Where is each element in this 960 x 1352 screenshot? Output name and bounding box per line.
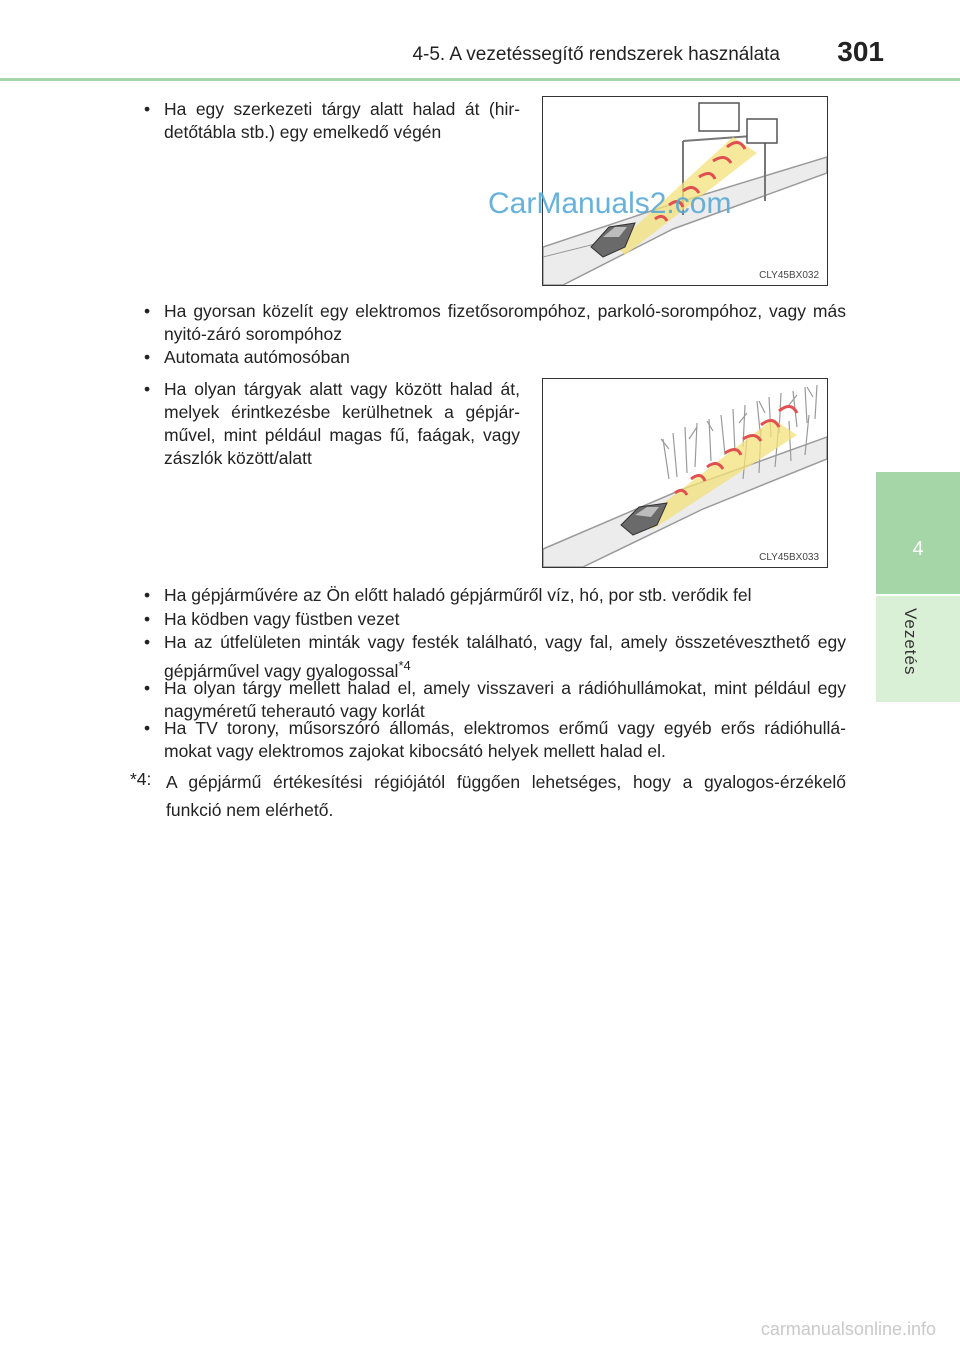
figure-tall-grass bbox=[542, 378, 828, 568]
list-item: • Ha olyan tárgy mellett halad el, amely visszaveri a rádióhullámokat, mint például egy nagyméretű teherautó vagy korlát bbox=[164, 677, 846, 723]
footer-watermark: carmanualsonline.info bbox=[760, 1319, 936, 1339]
footnote-marker: *4: bbox=[130, 769, 152, 789]
list-item: • Ha TV torony, műsorszóró állomás, elektromos erőmű vagy egyéb erős rádióhullá-mokat vagy elektromos zajokat kibocsátó helyek mellett halad el. bbox=[164, 717, 846, 763]
car-through-grass-illustration-icon bbox=[543, 379, 827, 567]
chapter-number: 4 bbox=[912, 538, 924, 560]
list-item-text: Ha az útfelületen minták vagy festék található, vagy fal, amely összetéveszthető egy gépjárművel vagy gyalogossal bbox=[164, 632, 846, 681]
footnote-reference: *4 bbox=[398, 658, 411, 673]
list-item: • Ha ködben vagy füstben vezet bbox=[164, 608, 846, 631]
list-item bbox=[164, 631, 846, 683]
page-number: 301 bbox=[837, 36, 884, 67]
list-item: • Ha egy szerkezeti tárgy alatt halad át (hir-detőtábla stb.) egy emelkedő végén bbox=[164, 98, 520, 144]
chapter-label: Vezetés bbox=[901, 608, 920, 676]
figure-code: CLY45BX032 bbox=[759, 270, 819, 281]
list-item: • Ha olyan tárgyak alatt vagy között halad át, melyek érintkezésbe kerülhetnek a gépjár-művel, mint például magas fű, faágak, vagy zászlók között/alatt bbox=[164, 378, 520, 470]
chapter-tab bbox=[876, 472, 960, 594]
list-item: • Ha gyorsan közelít egy elektromos fizetősorompóhoz, parkoló-sorompóhoz, vagy más nyitó-záró sorompóhoz bbox=[164, 300, 846, 346]
figure-code: CLY45BX033 bbox=[759, 552, 819, 563]
watermark: CarManuals2.com bbox=[488, 187, 732, 220]
header-divider bbox=[0, 78, 960, 81]
list-item: • Ha gépjárművére az Ön előtt haladó gépjárműről víz, hó, por stb. verődik fel bbox=[164, 584, 846, 607]
list-item: • Automata autómosóban bbox=[164, 346, 846, 369]
footnote-text: A gépjármű értékesítési régiójától függően lehetséges, hogy a gyalogos-érzékelő funkció nem elérhető. bbox=[166, 772, 846, 820]
section-title: 4-5. A vezetéssegítő rendszerek használata bbox=[412, 44, 780, 65]
